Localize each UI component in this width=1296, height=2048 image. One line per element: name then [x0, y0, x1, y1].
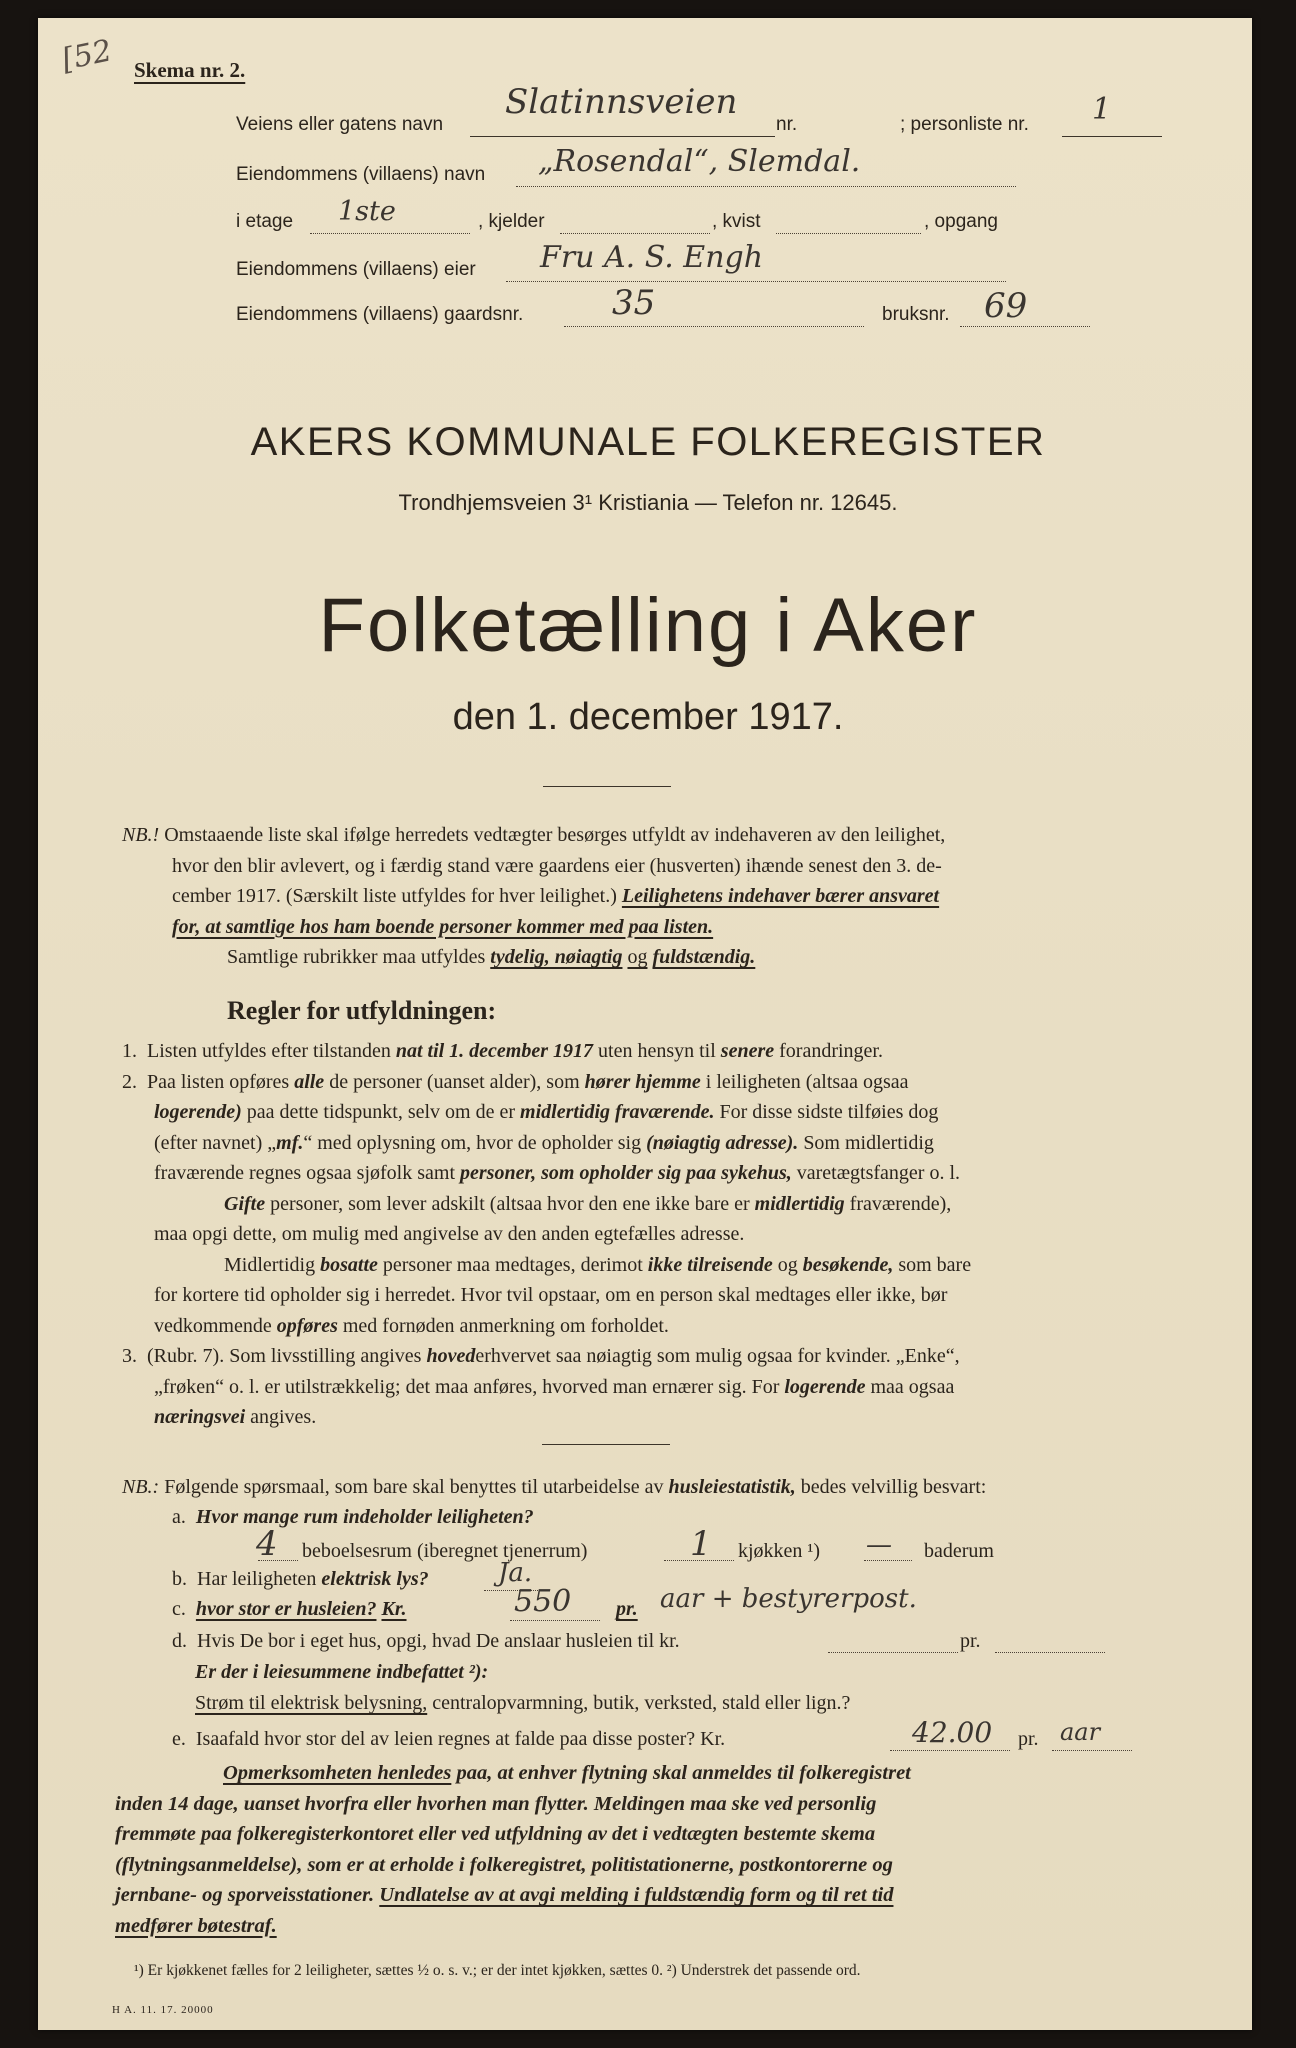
rule-3-l2a: „frøken“ o. l. er utilstrækkelig; det maa anføres, hvorved man ernærer sig. For	[154, 1375, 780, 1398]
rule-2-l7d: ikke tilreisende	[647, 1253, 773, 1276]
notice-l5a: jernbane- og sporveisstationer.	[115, 1884, 375, 1906]
floor-value: 1ste	[338, 196, 396, 227]
question-e-label: e.	[172, 1728, 186, 1750]
share-value: 42.00	[912, 1716, 993, 1749]
rule-2-l9b: opføres	[276, 1314, 338, 1337]
footnote: ¹) Er kjøkkenet fælles for 2 leiligheter, sættes ½ o. s. v.; er der intet kjøkken, sættes 0. ²) Understrek det passende ord.	[134, 1962, 861, 1979]
villa-name-label: Eiendommens (villaens) navn	[236, 164, 486, 185]
nr-label: nr.	[776, 114, 798, 135]
rule-1-e: forandringer.	[779, 1040, 883, 1062]
personliste-underline	[1062, 136, 1162, 137]
question-b-text: Har leiligheten	[197, 1568, 317, 1590]
rule-2-l7e: og	[777, 1253, 798, 1276]
question-d3-rest: centralopvarmning, butik, verksted, stald eller lign.?	[432, 1692, 851, 1714]
gaardsnr-value: 35	[612, 283, 656, 323]
nb2-intro-c: bedes velvillig besvart:	[800, 1476, 987, 1498]
rule-1-a: Listen utfyldes efter tilstanden	[147, 1040, 391, 1062]
rule-1-c: uten hensyn til	[598, 1040, 716, 1062]
rule-2-l5d: fraværende),	[849, 1192, 952, 1215]
nb2-prefix: NB.:	[122, 1476, 160, 1498]
kitchen-label: kjøkken ¹)	[738, 1540, 821, 1562]
nb1-emph-2: fuldstændig.	[652, 946, 756, 968]
rule-2-l1b: alle	[294, 1070, 325, 1093]
notice-l1b: paa, at enhver flytning skal anmeldes til folkeregistret	[456, 1762, 911, 1784]
rule-2-l9a: vedkommende	[154, 1314, 272, 1337]
nb1-prefix: NB.!	[122, 824, 160, 846]
rule-2-l5c: midlertidig	[754, 1192, 845, 1215]
personliste-value: 1	[1092, 92, 1112, 127]
notice-l6: medfører bøtestraf.	[115, 1914, 277, 1937]
question-d	[172, 1630, 680, 1653]
rule-3-l1a: (Rubr. 7). Som livsstilling angives	[147, 1345, 422, 1367]
nb2-intro-b: husleiestatistik,	[668, 1476, 796, 1498]
rules-heading: Regler for utfyldningen:	[227, 996, 497, 1025]
rule-2-l3d: (nøiagtig adresse).	[646, 1131, 799, 1154]
nb1-text-2: hvor den blir avlevert, og i færdig stand være gaardens eier (husverten) ihænde senest den 3. de-	[172, 854, 942, 877]
rule-2-l6: maa opgi dette, om mulig med angivelse av den anden egtefælles adresse.	[154, 1223, 745, 1245]
rule-1-d: senere	[720, 1040, 775, 1062]
question-a-label: a.	[172, 1506, 186, 1528]
rule-2-l7f: besøkende,	[802, 1253, 894, 1276]
rule-2-l2b: paa dette tidspunkt, selv om de er	[246, 1101, 516, 1123]
rule-2-l1e: i leiligheten (altsaa ogsaa	[705, 1070, 909, 1093]
bath-value: —	[866, 1530, 892, 1560]
kjelder-label: , kjelder	[478, 211, 545, 232]
rule-2-l2c: midlertidig fraværende.	[520, 1101, 715, 1123]
rent-pr: pr.	[616, 1598, 638, 1620]
printer-mark: H A. 11. 17. 20000	[112, 2004, 214, 2016]
nb1-text-5: Samtlige rubrikker maa utfyldes	[227, 946, 486, 968]
rent-underline	[510, 1620, 600, 1621]
rule-3-l3b: angives.	[250, 1406, 317, 1428]
question-e	[172, 1728, 725, 1751]
rule-3-l3a: næringsvei	[154, 1406, 246, 1428]
rule-3-l2b: logerende	[784, 1375, 866, 1398]
notice-paragraph	[115, 1758, 1177, 1941]
kitchen-value: 1	[690, 1524, 712, 1564]
nb1-text-3: cember 1917. (Særskilt liste utfyldes for hver leilighet.)	[172, 885, 617, 907]
gaardsnr-underline	[564, 326, 864, 327]
rule-3-num: 3.	[122, 1345, 137, 1367]
question-c-kr: Kr.	[381, 1598, 407, 1620]
share-underline	[890, 1750, 1010, 1751]
question-c-text: hvor stor er husleien?	[195, 1598, 377, 1620]
nb1-paragraph	[122, 820, 1174, 973]
rule-2-l1a: Paa listen opføres	[147, 1070, 290, 1093]
question-b	[172, 1568, 429, 1591]
rent-value: 550	[514, 1584, 572, 1619]
rules-list	[122, 1036, 1176, 1433]
rule-1-num: 1.	[122, 1040, 137, 1062]
rule-2-l3c: “ med oplysning om, hvor de opholder sig	[303, 1131, 642, 1154]
rule-3-l2c: maa ogsaa	[870, 1375, 955, 1398]
rule-2-num: 2.	[122, 1070, 137, 1093]
bath-label: baderum	[924, 1540, 994, 1562]
question-d2: Er der i leiesummene indbefattet ²):	[195, 1661, 489, 1683]
street-underline	[470, 136, 775, 137]
nb1-og: og	[627, 946, 648, 968]
rule-2-l4b: personer, som opholder sig paa sykehus,	[460, 1162, 792, 1184]
rule-2-l7b: bosatte	[320, 1253, 378, 1276]
rule-2-l2a: logerende)	[154, 1101, 242, 1123]
share-period-underline	[1052, 1750, 1132, 1751]
nb2-intro-a: Følgende spørsmaal, som bare skal benyttes til utarbeidelse av	[164, 1476, 664, 1498]
owner-underline	[506, 281, 1006, 282]
notice-l2: inden 14 dage, uanset hvorfra eller hvorhen man flytter. Meldingen maa ske ved personlig	[115, 1792, 877, 1815]
rule-2-l8: for kortere tid opholder sig i herredet. Hvor tvil opstaar, om en person skal medtages eller ikke, bør	[154, 1284, 948, 1306]
question-c-label: c.	[172, 1598, 186, 1620]
rule-2-l7g: som bare	[898, 1253, 972, 1276]
personliste-label: ; personliste nr.	[900, 114, 1029, 135]
question-b-emph: elektrisk lys?	[321, 1568, 429, 1590]
bruksnr-label: bruksnr.	[882, 304, 950, 325]
bruksnr-underline	[960, 326, 1090, 327]
street-label: Veiens eller gatens navn	[236, 114, 444, 135]
org-heading: AKERS KOMMUNALE FOLKEREGISTER	[250, 420, 1046, 464]
floor-label: i etage	[236, 211, 294, 232]
nb1-responsibility: Leilighetens indehaver bærer ansvaret	[621, 885, 940, 907]
owner-value: Fru A. S. Engh	[540, 240, 764, 275]
nb1-emph-1: tydelig, nøiagtig	[490, 946, 623, 968]
share-period: aar	[1060, 1718, 1101, 1746]
question-d3	[195, 1692, 850, 1715]
rule-2-l5b: personer, som lever adskilt (altsaa hvor den ene ikke bare er	[270, 1192, 750, 1215]
own-house-period-underline	[995, 1652, 1105, 1653]
rule-2-l9c: med fornøden anmerkning om forholdet.	[342, 1314, 669, 1337]
question-b-label: b.	[172, 1568, 187, 1590]
rule-2-l7c: personer maa medtages, derimot	[382, 1253, 643, 1276]
rent-period: aar + bestyrerpost.	[660, 1584, 917, 1614]
rule-2-l1d: hører hjemme	[584, 1070, 701, 1093]
question-d-text: Hvis De bor i eget hus, opgi, hvad De anslaar husleien til kr.	[197, 1630, 680, 1652]
notice-l1a: Opmerksomheten henledes	[223, 1762, 452, 1784]
own-house-underline	[828, 1652, 958, 1653]
own-house-pr: pr.	[960, 1630, 981, 1652]
share-pr: pr.	[1018, 1728, 1039, 1750]
divider-2	[542, 1444, 670, 1445]
notice-l3: fremmøte paa folkeregisterkontoret eller ved utfyldning av det i vedtægten bestemte skema	[115, 1823, 876, 1845]
bath-underline	[864, 1560, 912, 1561]
rule-2-l7a: Midlertidig	[224, 1253, 316, 1276]
opgang-label: , opgang	[924, 211, 998, 232]
question-c	[172, 1598, 407, 1621]
rule-2-l3a: (efter navnet) „	[154, 1131, 277, 1154]
rule-3-l1c: erhvervet saa nøiagtig som mulig ogsaa for kvinder. „Enke“,	[475, 1345, 960, 1367]
question-a-text: Hvor mange rum indeholder leiligheten?	[195, 1506, 534, 1528]
rule-3-l1b: hoved	[426, 1345, 476, 1367]
kvist-label: , kvist	[712, 211, 761, 232]
notice-l4: (flytningsanmeldelse), som er at erholde i folkeregistret, politistationerne, postkontorerne og	[115, 1853, 893, 1876]
rule-2-l4a: fraværende regnes ogsaa sjøfolk samt	[154, 1162, 456, 1184]
gaardsnr-label: Eiendommens (villaens) gaardsnr.	[236, 304, 524, 325]
rooms-label: beboelsesrum (iberegnet tjenerrum)	[302, 1540, 588, 1562]
org-address: Trondhjemsveien 3¹ Kristiania — Telefon nr. 12645.	[398, 490, 898, 515]
rule-2-l4c: varetægtsfanger o. l.	[796, 1162, 961, 1184]
nb1-text-1: Omstaaende liste skal ifølge herredets vedtægter besørges utfyldt av indehaveren av den leilighet,	[164, 824, 946, 846]
villa-name-underline	[516, 186, 1016, 187]
rule-2-l1c: de personer (uanset alder), som	[329, 1070, 580, 1093]
schema-label: Skema nr. 2.	[134, 58, 246, 82]
rule-1-b: nat til 1. december 1917	[395, 1040, 594, 1062]
nb1-responsibility-2: for, at samtlige hos ham boende personer kommer med paa listen.	[172, 915, 714, 938]
question-a	[172, 1506, 534, 1529]
notice-l5b: Undlatelse av at avgi melding i fuldstændig form og til ret tid	[379, 1884, 894, 1906]
margin-scribble: [52	[58, 33, 115, 78]
question-e-text: Isaafald hvor stor del av leien regnes at falde paa disse poster? Kr.	[195, 1728, 726, 1750]
rule-2-l3e: Som midlertidig	[803, 1131, 934, 1154]
bruksnr-value: 69	[984, 286, 1028, 326]
question-d-label: d.	[172, 1630, 187, 1652]
rooms-value: 4	[256, 1524, 278, 1564]
floor-underline	[310, 233, 470, 234]
owner-label: Eiendommens (villaens) eier	[236, 259, 476, 280]
villa-name-value: „Rosendal“, Slemdal.	[538, 144, 861, 179]
page-title: Folketælling i Aker	[318, 583, 978, 668]
kjelder-underline	[560, 233, 710, 234]
rule-2-l2d: For disse sidste tilføies dog	[719, 1101, 939, 1123]
divider-1	[543, 786, 671, 787]
rule-2-l5a: Gifte	[224, 1192, 266, 1215]
street-value: Slatinnsveien	[505, 82, 738, 122]
light-value: Ja.	[498, 1558, 533, 1588]
question-d3-underlined: Strøm til elektrisk belysning,	[195, 1692, 428, 1714]
kvist-underline	[776, 233, 921, 234]
rule-2-l3b: mf.	[276, 1131, 304, 1154]
nb2-intro	[122, 1476, 986, 1499]
page-date: den 1. december 1917.	[452, 696, 844, 738]
